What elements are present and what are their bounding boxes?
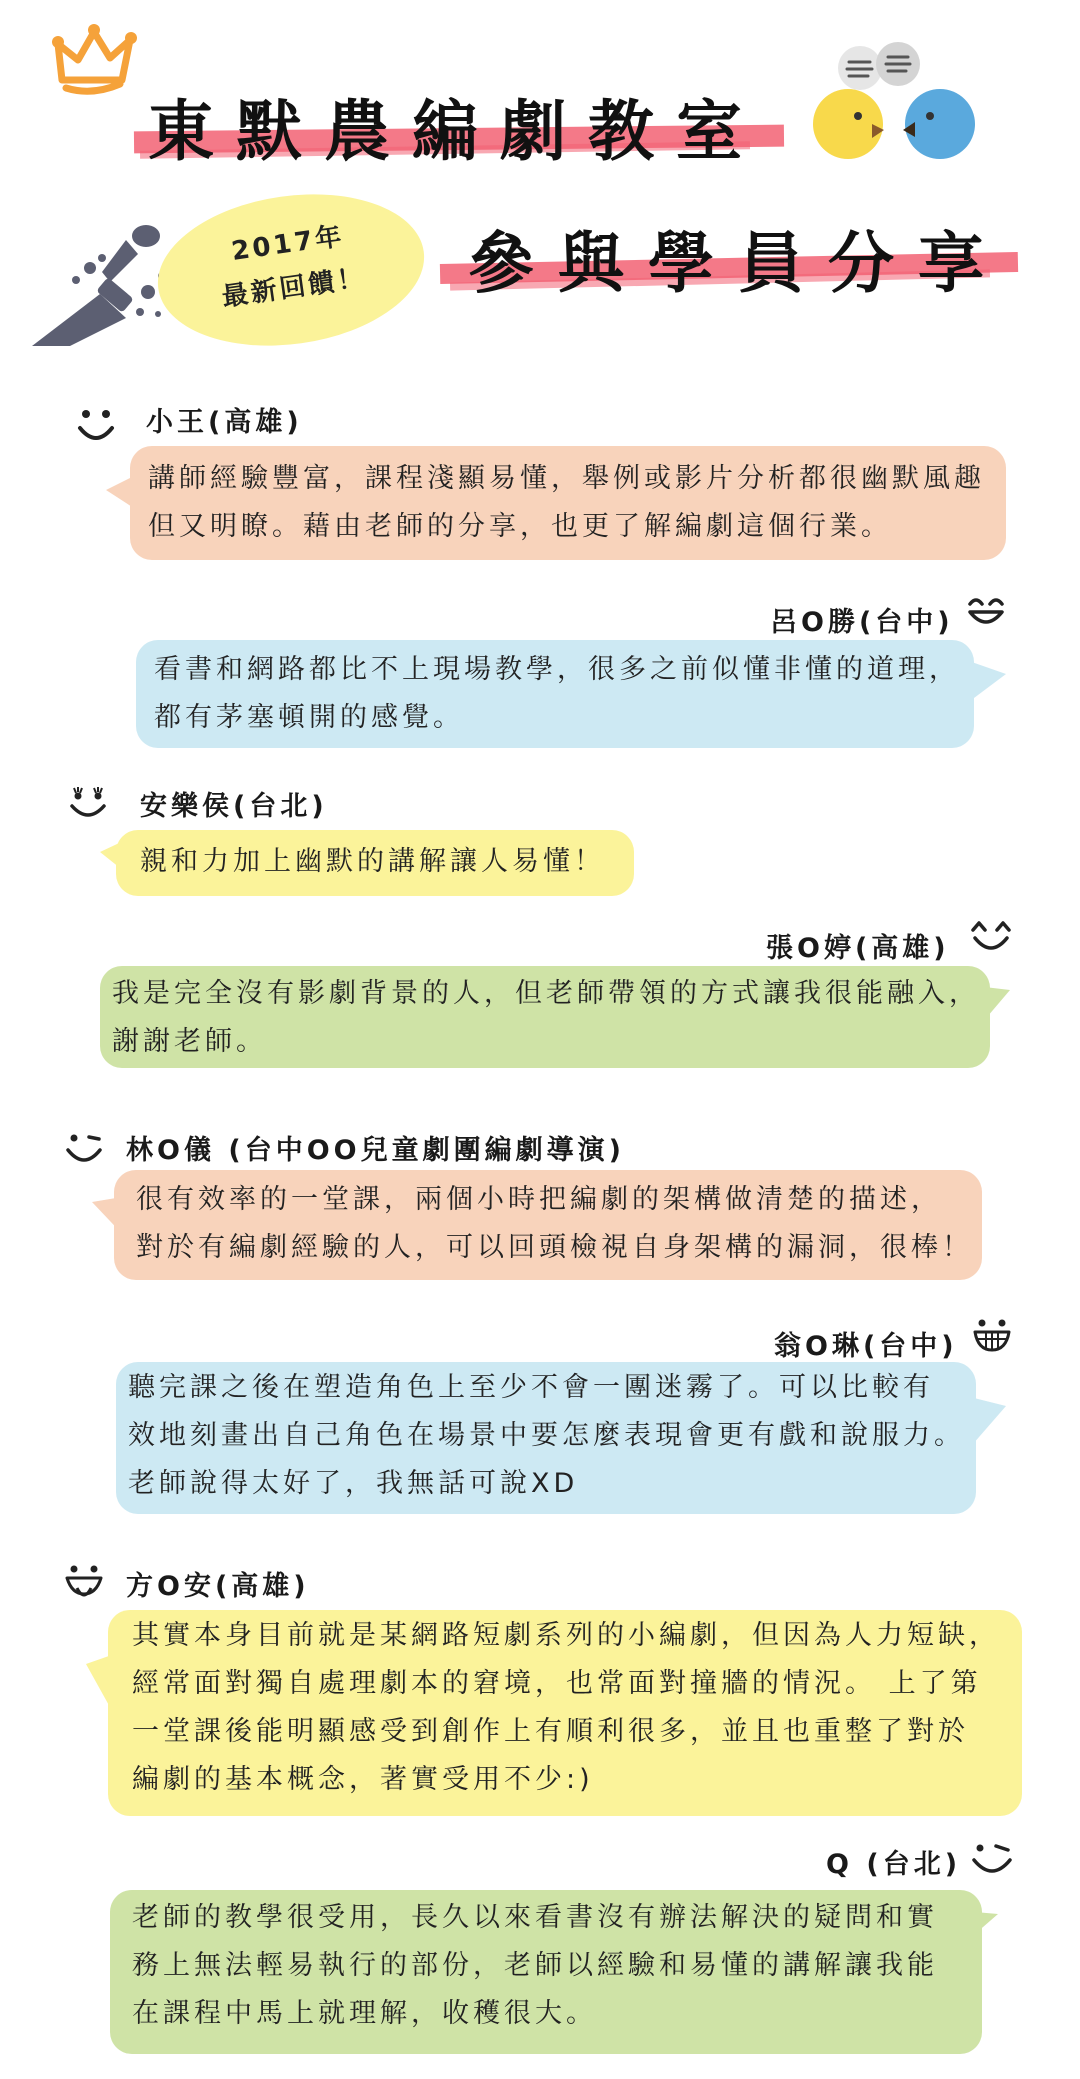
testimonial-bubble	[100, 966, 990, 1068]
tongue-face-icon	[64, 1560, 104, 1604]
testimonial-text: 聽完課之後在塑造角色上至少不會一團迷霧了。可以比較有 效地刻畫出自己角色在場景中要怎麼表現會更有戲和說服力。 老師說得太好了，我無話可說XD	[128, 1372, 965, 1499]
page-title: 東默農編劇教室	[148, 93, 764, 170]
testimonial-text: 親和力加上幽默的講解讓人易懂！	[140, 846, 605, 877]
badge-line1: 2017年	[229, 221, 347, 267]
testimonial-bubble	[116, 1362, 976, 1514]
smile-face-icon	[76, 404, 116, 448]
testimonial-name: 林O儀 (台中OO兒童劇團編劇導演)	[126, 1135, 625, 1166]
testimonial-text: 我是完全沒有影劇背景的人，但老師帶領的方式讓我很能融入， 謝謝老師。	[112, 978, 980, 1057]
testimonial-text: 看書和網路都比不上現場教學，很多之前似懂非懂的道理， 都有茅塞頓開的感覺。	[154, 654, 960, 733]
grin-face-icon	[972, 1314, 1012, 1354]
joyful-face-icon	[970, 920, 1012, 956]
testimonial-text: 其實本身目前就是某網路短劇系列的小編劇，但因為人力短缺， 經常面對獨自處理劇本的窘境，也常面對撞牆的情況。 上了第 一堂課後能明顯感受到創作上有順利很多，並且也重整了對於 編劇的基本概念，著實受用不少:)	[132, 1620, 1000, 1795]
testimonial-name: 翁O琳(台中)	[774, 1331, 958, 1362]
testimonial-bubble	[130, 446, 1006, 560]
testimonial-bubble	[108, 1610, 1022, 1816]
page-subtitle: 參與學員分享	[468, 225, 1008, 302]
testimonial-bubble	[114, 1170, 982, 1280]
happy-face-icon	[966, 594, 1006, 630]
testimonial-name: 安樂侯(台北)	[140, 791, 328, 822]
testimonial-name: 方O安(高雄)	[126, 1571, 310, 1602]
testimonial-name: 呂O勝(台中)	[770, 607, 954, 638]
testimonial-name: 小王(高雄)	[146, 407, 303, 438]
wink-face-icon	[64, 1128, 104, 1168]
testimonial-bubble	[136, 640, 974, 748]
testimonial-bubble	[116, 830, 634, 896]
testimonial-text: 老師的教學很受用，長久以來看書沒有辦法解決的疑問和實 務上無法輕易執行的部份，老師以經驗和易懂的講解讓我能 在課程中馬上就理解，收穫很大。	[132, 1902, 938, 2029]
testimonial-text: 講師經驗豐富，課程淺顯易懂，舉例或影片分析都很幽默風趣 但又明瞭。藉由老師的分享，也更了解編劇這個行業。	[148, 463, 985, 542]
lash-smile-face-icon	[68, 784, 108, 824]
crown-icon	[52, 22, 138, 98]
testimonial-name: Q (台北)	[826, 1849, 962, 1880]
testimonial-bubble	[110, 1890, 982, 2054]
testimonial-name: 張O婷(高雄)	[766, 933, 950, 964]
badge-line2: 最新回饋！	[220, 262, 368, 313]
wink-face-icon	[970, 1838, 1014, 1880]
testimonial-text: 很有效率的一堂課，兩個小時把編劇的架構做清楚的描述， 對於有編劇經驗的人，可以回頭檢視自身架構的漏洞，很棒！	[136, 1184, 973, 1263]
chat-birds-icon	[802, 38, 992, 162]
